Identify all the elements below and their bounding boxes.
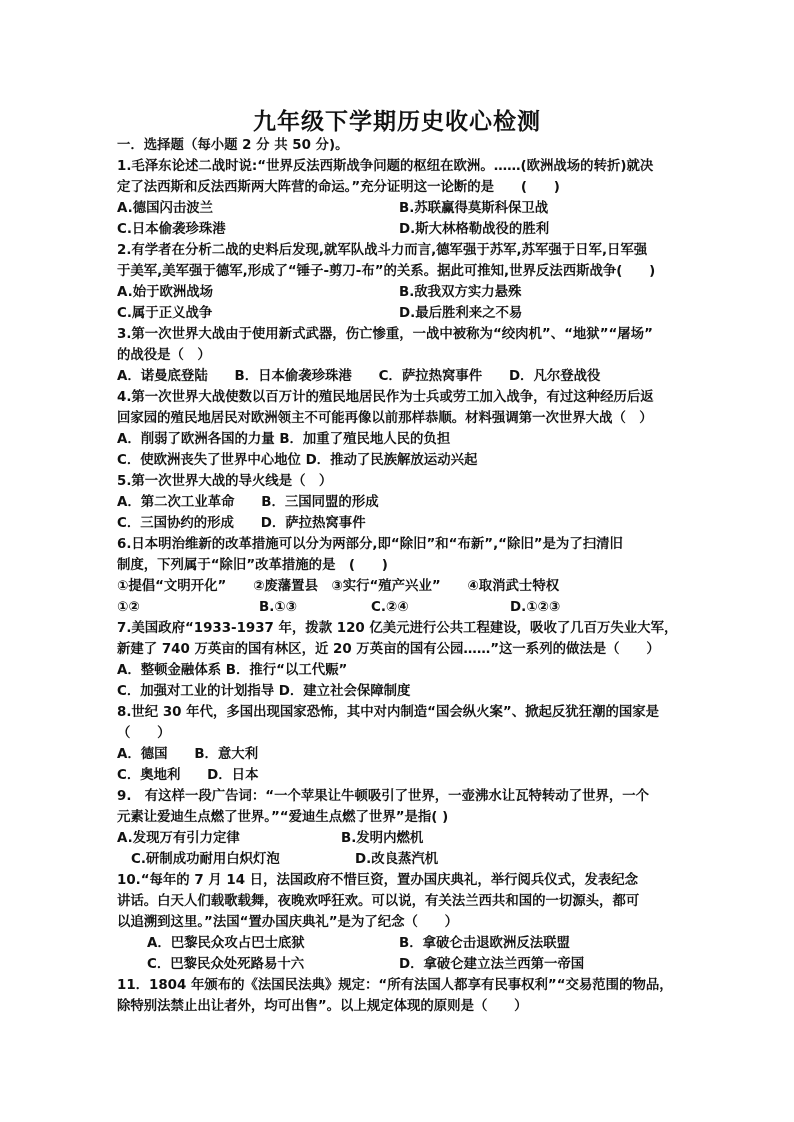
q6-option-a: ①② [117, 600, 140, 615]
q4-options-ab: A．削弱了欧洲各国的力量 B．加重了殖民地人民的负担 [117, 432, 451, 447]
q8-stem-line1: 8.世纪 30 年代，多国出现国家恐怖，其中对内制造“国会纵火案”、掀起反犹狂潮的国家是 [117, 705, 660, 720]
q10-option-d: D．拿破仑建立法兰西第一帝国 [399, 957, 585, 972]
q6-options [117, 598, 687, 618]
q8-options-ab: A．德国 B．意大利 [117, 747, 259, 762]
q1-option-c: C.日本偷袭珍珠港 [117, 222, 226, 237]
q10-option-c: C．巴黎民众处死路易十六 [147, 957, 305, 972]
q2-stem-line2: 于美军,美军强于德军,形成了“锤子-剪刀-布”的关系。据此可推知,世界反法西斯战争( ) [117, 264, 656, 279]
q7-options-ab: A．整顿金融体系 B．推行“以工代赈” [117, 663, 348, 678]
q1-options-row1 [117, 199, 687, 219]
q4-stem-line1: 4.第一次世界大战使数以百万计的殖民地居民作为士兵或劳工加入战争，有过这种经历后返 [117, 390, 654, 405]
q8-options-cd: C．奥地利 D．日本 [117, 768, 259, 783]
q9-options-row2 [117, 850, 687, 870]
q5-options-cd: C．三国协约的形成 D．萨拉热窝事件 [117, 516, 366, 531]
q11-stem-line1: 11．1804 年颁布的《法国民法典》规定：“所有法国人都享有民事权利”“交易范围的物品， [117, 978, 673, 993]
q1-option-d: D.斯大林格勒战役的胜利 [399, 222, 550, 237]
q9-stem-line1: 9. 有这样一段广告词：“一个苹果让牛顿吸引了世界，一壶沸水让瓦特转动了世界，一个 [117, 789, 650, 804]
exam-title: 九年级下学期历史收心检测 [253, 109, 541, 135]
q8-stem-line2: （ ） [117, 726, 171, 741]
q9-option-b: B.发明内燃机 [341, 831, 424, 846]
q10-option-b: B．拿破仑击退欧洲反法联盟 [399, 936, 570, 951]
q9-stem-line2: 元素让爱迪生点燃了世界。”“爱迪生点燃了世界”是指( ) [117, 810, 449, 825]
q6-option-c: C.②④ [371, 600, 409, 615]
q11-stem-line2: 除特别法禁止出让者外，均可出售”。以上规定体现的原则是（ ） [117, 999, 528, 1014]
q1-stem-line1: 1.毛泽东论述二战时说:“世界反法西斯战争问题的枢纽在欧洲。……(欧洲战场的转折)就决 [117, 159, 654, 174]
q2-option-a: A.始于欧洲战场 [117, 285, 214, 300]
q9-option-d: D.改良蒸汽机 [355, 852, 439, 867]
q1-option-a: A.德国闪击波兰 [117, 201, 214, 216]
q3-options: A．诺曼底登陆 B．日本偷袭珍珠港 C．萨拉热窝事件 D．凡尔登战役 [117, 369, 601, 384]
q6-option-d: D.①②③ [510, 600, 561, 615]
q10-stem-line2: 讲话。白天人们载歌载舞，夜晚欢呼狂欢。可以说，有关法兰西共和国的一切源头，都可 [117, 894, 640, 909]
q3-stem-line1: 3.第一次世界大战由于使用新式武器，伤亡惨重，一战中被称为“绞肉机”、“地狱”“屠场” [117, 327, 653, 342]
q4-options-cd: C．使欧洲丧失了世界中心地位 D．推动了民族解放运动兴起 [117, 453, 478, 468]
q9-option-c: C.研制成功耐用白炽灯泡 [131, 852, 280, 867]
q2-options-row1 [117, 283, 687, 303]
q2-option-b: B.敌我双方实力悬殊 [399, 285, 522, 300]
q2-options-row2 [117, 304, 687, 324]
q7-options-cd: C．加强对工业的计划指导 D．建立社会保障制度 [117, 684, 411, 699]
q4-stem-line2: 回家园的殖民地居民对欧洲领主不可能再像以前那样恭顺。材料强调第一次世界大战（ ） [117, 411, 653, 426]
q5-stem: 5.第一次世界大战的导火线是（ ） [117, 474, 333, 489]
q10-stem-line3: 以追溯到这里。”法国“置办国庆典礼”是为了纪念（ ） [117, 915, 459, 930]
q6-items: ①提倡“文明开化” ②废藩置县 ③实行“殖产兴业” ④取消武士特权 [117, 579, 560, 594]
q7-stem-line1: 7.美国政府“1933-1937 年，拨款 120 亿美元进行公共工程建设，吸收了几百万失业大军， [117, 621, 678, 636]
q6-stem-line2: 制度，下列属于“除旧”改革措施的是 ( ) [117, 558, 388, 573]
q7-stem-line2: 新建了 740 万英亩的国有林区，近 20 万英亩的国有公园……”这一系列的做法是（ ） [117, 642, 660, 657]
q10-stem-line1: 10.“每年的 7 月 14 日，法国政府不惜巨资，置办国庆典礼，举行阅兵仪式，发表纪念 [117, 873, 639, 888]
q10-options-row1 [117, 934, 687, 954]
q2-stem-line1: 2.有学者在分析二战的史料后发现,就军队战斗力而言,德军强于苏军,苏军强于日军,日军强 [117, 243, 648, 258]
q2-option-d: D.最后胜利来之不易 [399, 306, 523, 321]
q9-option-a: A.发现万有引力定律 [117, 831, 240, 846]
q6-stem-line1: 6.日本明治维新的改革措施可以分为两部分,即“除旧”和“布新”,“除旧”是为了扫清旧 [117, 537, 623, 552]
section-heading: 一．选择题（每小题 2 分 共 50 分)。 [117, 138, 349, 153]
q10-options-row2 [117, 955, 687, 975]
q6-option-b: B.①③ [259, 600, 297, 615]
q2-option-c: C.属于正义战争 [117, 306, 213, 321]
q10-option-a: A．巴黎民众攻占巴士底狱 [147, 936, 305, 951]
q1-stem-line2: 定了法西斯和反法西斯两大阵营的命运。”充分证明这一论断的是 ( ) [117, 180, 560, 195]
q9-options-row1 [117, 829, 687, 849]
q3-stem-line2: 的战役是（ ） [117, 348, 211, 363]
q1-option-b: B.苏联赢得莫斯科保卫战 [399, 201, 549, 216]
q5-options-ab: A．第二次工业革命 B．三国同盟的形成 [117, 495, 379, 510]
q1-options-row2 [117, 220, 687, 240]
